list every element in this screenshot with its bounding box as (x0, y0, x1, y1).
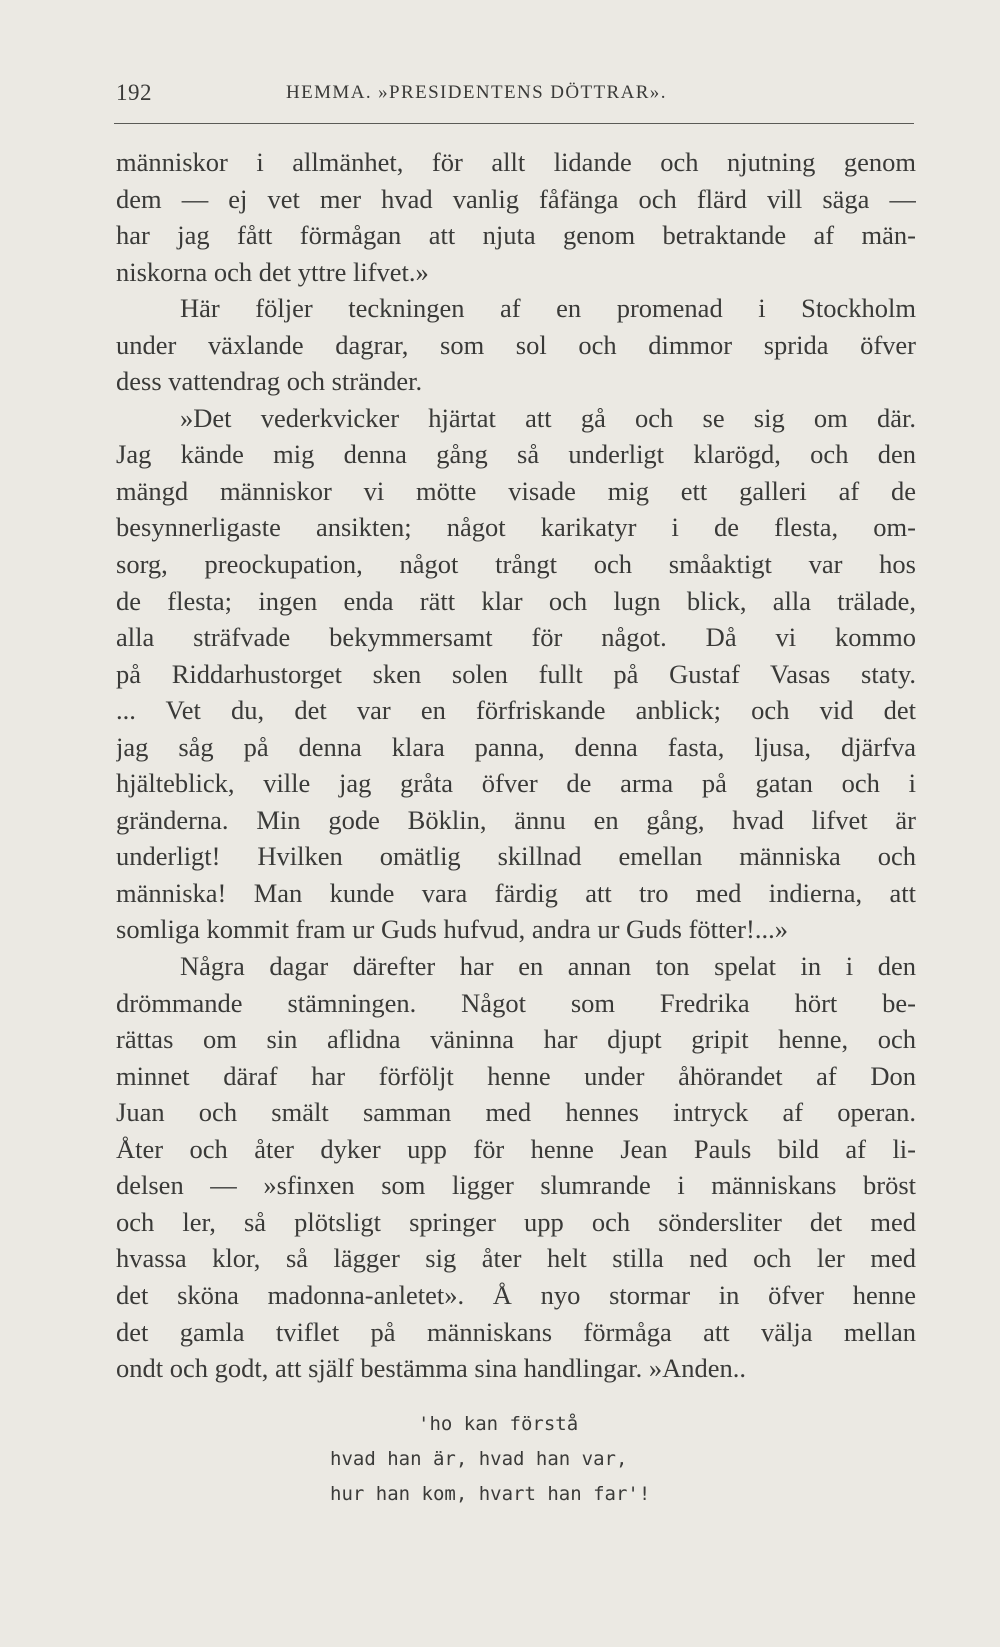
text-line: somliga kommit fram ur Guds hufvud, andra ur Guds fötter!...» (116, 914, 788, 945)
text-line: alla sträfvade bekymmersamt för något. Då vi kommo (116, 622, 916, 653)
text-line: besynnerligaste ansikten; något karikatyr i de flesta, om- (116, 512, 916, 543)
text-line: dem — ej vet mer hvad vanlig fåfänga och flärd vill säga — (116, 183, 916, 214)
text-line: Några dagar därefter har en annan ton spelat in i den (180, 951, 916, 982)
text-line: delsen — »sfinxen som ligger slumrande i människans bröst (116, 1170, 916, 1201)
text-line: Juan och smält samman med hennes intryck af operan. (116, 1097, 916, 1128)
text-line: ... Vet du, det var en förfriskande anblick; och vid det (116, 695, 916, 726)
text-line: under växlande dagrar, som sol och dimmor sprida öfver (116, 329, 916, 360)
text-line: dess vattendrag och stränder. (116, 366, 423, 397)
text-line: människa! Man kunde vara färdig att tro med indierna, att (116, 877, 916, 908)
text-line: drömmande stämningen. Något som Fredrika hört be- (116, 987, 916, 1018)
text-line: hvassa klor, så lägger sig åter helt stilla ned och ler med (116, 1243, 916, 1274)
text-line: Jag kände mig denna gång så underligt klarögd, och den (116, 439, 916, 470)
running-title: HEMMA. »PRESIDENTENS DÖTTRAR». (286, 82, 667, 103)
text-line: hjälteblick, ville jag gråta öfver de arma på gatan och i (116, 768, 916, 799)
text-line: det gamla tviflet på människans förmåga att välja mellan (116, 1316, 916, 1347)
verse-quotation (330, 1407, 710, 1512)
body-text (116, 144, 916, 1387)
text-line: minnet däraf har förföljt henne under åhörandet af Don (116, 1060, 916, 1091)
verse-line: hur han kom, hvart han far'! (330, 1483, 651, 1505)
text-line: Här följer teckningen af en promenad i Stockholm (180, 293, 916, 324)
page-number: 192 (116, 80, 152, 105)
text-line: har jag fått förmågan att njuta genom betraktande af män- (116, 220, 916, 251)
text-line: människor i allmänhet, för allt lidande och njutning genom (116, 147, 916, 177)
text-line: gränderna. Min gode Böklin, ännu en gång, hvad lifvet är (116, 804, 916, 835)
text-line: rättas om sin aflidna väninna har djupt gripit henne, och (116, 1024, 916, 1055)
text-line: sorg, preockupation, något trångt och småaktigt var hos (116, 549, 916, 580)
text-line: Åter och åter dyker upp för henne Jean Pauls bild af li- (116, 1133, 916, 1164)
text-line: »Det vederkvicker hjärtat att gå och se sig om där. (180, 402, 916, 433)
verse-line: hvad han är, hvad han var, (330, 1448, 628, 1470)
text-line: och ler, så plötsligt springer upp och söndersliter det med (116, 1206, 916, 1237)
running-head (116, 76, 916, 112)
header-rule (114, 123, 914, 124)
verse-line: 'ho kan förstå (418, 1413, 579, 1435)
text-line: underligt! Hvilken omätlig skillnad emellan människa och (116, 841, 916, 872)
text-line: jag såg på denna klara panna, denna fasta, ljusa, djärfva (116, 731, 916, 762)
text-line: det sköna madonna-anletet». Å nyo stormar in öfver henne (116, 1279, 916, 1310)
text-line: niskorna och det yttre lifvet.» (116, 256, 429, 287)
text-line: ondt och godt, att själf bestämma sina handlingar. »Anden.. (116, 1353, 746, 1384)
text-line: mängd människor vi mötte visade mig ett galleri af de (116, 475, 916, 506)
text-line: på Riddarhustorget sken solen fullt på Gustaf Vasas staty. (116, 658, 916, 689)
text-line: de flesta; ingen enda rätt klar och lugn blick, alla trälade, (116, 585, 916, 616)
